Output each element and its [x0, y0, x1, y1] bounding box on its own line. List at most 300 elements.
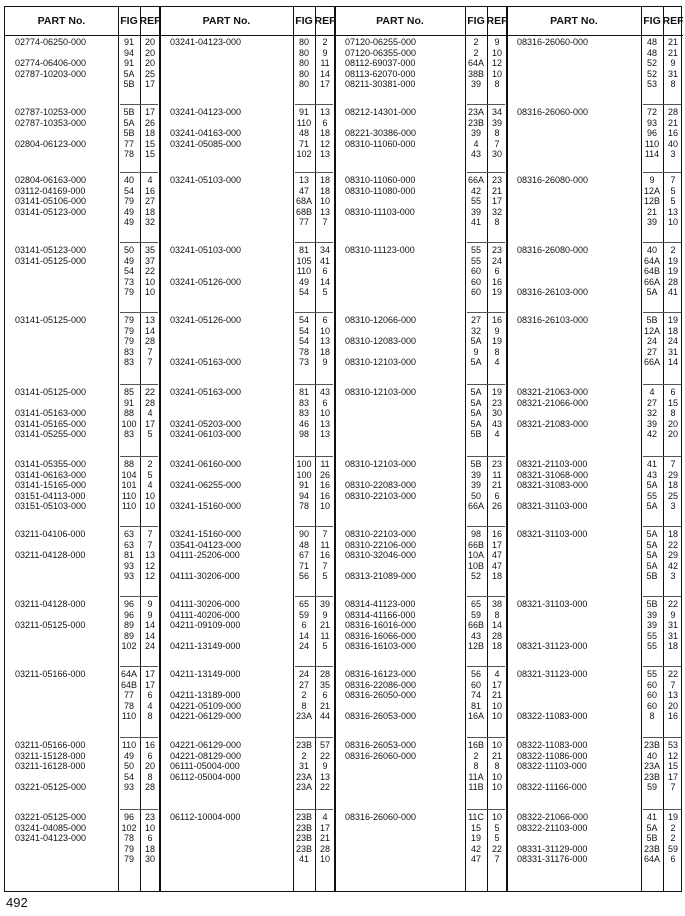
ref-value: 21 [491, 185, 502, 196]
ref-value: 21 [491, 750, 502, 761]
ref-value: 10 [144, 490, 155, 501]
fig-value: 91 [298, 480, 309, 491]
fig-value: 10A [467, 550, 484, 561]
part-number: 03141-05123-000 [15, 245, 87, 255]
ref-value: 20 [144, 37, 155, 47]
part-number: 03141-05355-000 [15, 459, 87, 469]
fig-value: 42 [470, 185, 481, 196]
part-number: 04221-06129-000 [170, 711, 242, 722]
part-number: 04111-30206-000 [170, 599, 240, 609]
ref-value: 28 [144, 397, 155, 408]
ref-value: 6 [322, 266, 328, 277]
ref-value: 13 [144, 550, 155, 561]
fig-value: 55 [646, 490, 657, 501]
part-number: 08316-26080-000 [517, 175, 589, 185]
part-number: 08321-31123-000 [517, 669, 588, 679]
ref-value: 19 [667, 812, 678, 822]
fig-value: 23A [643, 761, 660, 772]
group-separator [295, 312, 333, 313]
ref-value: 31 [667, 630, 678, 641]
fig-value: 98 [470, 529, 481, 539]
part-number: 07120-06355-000 [345, 47, 417, 58]
ref-value: 22 [319, 782, 330, 793]
part-number: 04221-08129-000 [170, 750, 242, 761]
ref-value: 24 [667, 336, 678, 347]
fig-value: 21 [646, 206, 657, 217]
fig-value: 81 [470, 700, 481, 711]
fig-value: 59 [470, 609, 481, 620]
fig-value: 71 [298, 560, 309, 571]
ref-value: 18 [319, 346, 330, 357]
ref-value: 10 [319, 854, 330, 865]
fig-value: 66A [467, 501, 484, 512]
ref-value: 13 [667, 206, 678, 217]
ref-value: 38 [491, 599, 502, 609]
group-separator [120, 384, 158, 385]
part-number: 03141-06163-000 [15, 469, 87, 480]
part-number: 08310-11060-000 [345, 175, 416, 185]
ref-value: 17 [491, 679, 502, 690]
fig-value: 93 [123, 782, 134, 793]
ref-value: 4 [494, 429, 500, 440]
ref-value: 14 [144, 620, 155, 631]
fig-value: 64A [467, 58, 484, 69]
group-separator [295, 596, 333, 597]
header-ref: REF [487, 7, 507, 36]
fig-value: 48 [646, 47, 657, 58]
fig-value: 77 [298, 217, 309, 228]
part-number: 08310-12066-000 [345, 315, 417, 325]
ref-value: 31 [667, 68, 678, 79]
ref-value: 6 [494, 266, 500, 277]
part-number: 08331-31129-000 [517, 843, 588, 854]
fig-value: 15 [470, 822, 481, 833]
fig-value: 5A [646, 480, 658, 491]
part-number: 08322-21103-000 [517, 822, 588, 833]
group-separator [295, 737, 333, 738]
fig-value: 27 [298, 679, 309, 690]
part-number: 03211-16128-000 [15, 761, 86, 772]
fig-value: 5A [646, 287, 658, 298]
ref-value: 12 [144, 560, 155, 571]
ref-value: 15 [144, 149, 155, 160]
ref-value: 6 [494, 490, 500, 501]
fig-value: 79 [123, 336, 134, 347]
fig-value: 5A [470, 418, 482, 429]
fig-value: 96 [646, 128, 657, 139]
ref-value: 19 [491, 336, 502, 347]
part-number: 03541-04123-000 [170, 539, 242, 550]
ref-value: 28 [319, 843, 330, 854]
fig-value: 16B [467, 740, 484, 750]
ref-value: 16 [667, 711, 678, 722]
part-number: 08316-26103-000 [517, 315, 589, 325]
part-number: 08212-14301-000 [345, 107, 417, 117]
ref-value: 18 [319, 185, 330, 196]
group-separator [295, 104, 333, 105]
ref-value: 5 [670, 196, 676, 207]
ref-value: 7 [670, 459, 676, 469]
fig-value: 5A [470, 336, 482, 347]
fig-value: 64B [120, 679, 137, 690]
fig-value: 83 [298, 408, 309, 419]
ref-value: 10 [144, 287, 155, 298]
ref-value: 18 [319, 175, 330, 185]
fig-value: 40 [646, 245, 657, 255]
fig-value: 79 [123, 315, 134, 325]
fig-value: 68A [295, 196, 312, 207]
ref-value: 11 [320, 539, 330, 550]
ref-value: 22 [667, 599, 678, 609]
ref-value: 2 [670, 833, 676, 844]
ref-value: 10 [319, 196, 330, 207]
part-number: 08322-11083-000 [517, 740, 588, 750]
part-number: 08316-26053-000 [345, 740, 417, 750]
fig-value: 5B [646, 833, 658, 844]
part-number: 08321-31103-000 [517, 599, 588, 609]
ref-value: 2 [322, 37, 328, 47]
ref-value: 18 [667, 480, 678, 491]
fig-value: 79 [123, 196, 134, 207]
part-number: 03241-05126-000 [170, 315, 242, 325]
fig-value: 8 [473, 761, 479, 772]
fig-value: 73 [298, 357, 309, 368]
ref-value: 14 [144, 325, 155, 336]
part-number: 04111-30206-000 [170, 571, 240, 582]
fig-value: 79 [123, 843, 134, 854]
ref-value: 7 [322, 529, 328, 539]
ref-value: 4 [322, 812, 328, 822]
fig-value: 43 [646, 469, 657, 480]
fig-value: 23B [643, 771, 660, 782]
ref-value: 21 [667, 117, 678, 128]
ref-value: 13 [319, 771, 330, 782]
group-separator [467, 737, 505, 738]
fig-value: 80 [298, 47, 309, 58]
ref-value: 28 [667, 276, 678, 287]
part-number: 03241-15160-000 [170, 501, 242, 512]
ref-value: 4 [494, 357, 500, 368]
part-number: 08310-11080-000 [345, 185, 416, 196]
group-separator [295, 242, 333, 243]
fig-value: 2 [473, 37, 479, 47]
fig-value: 39 [470, 469, 481, 480]
header-ref: REF [140, 7, 160, 36]
part-number: 03211-05125-000 [15, 620, 86, 631]
part-number: 06112-10004-000 [170, 812, 241, 822]
fig-value: 56 [298, 571, 309, 582]
part-number: 02787-10203-000 [15, 68, 87, 79]
fig-value: 12A [643, 185, 660, 196]
part-number: 03141-05125-000 [15, 255, 87, 266]
fig-value: 53 [646, 79, 657, 90]
fig-value: 2 [301, 690, 307, 701]
group-separator [120, 172, 158, 173]
fig-value: 102 [296, 149, 312, 160]
ref-value: 4 [147, 480, 153, 491]
ref-value: 9 [670, 609, 676, 620]
part-number: 03241-04085-000 [15, 822, 87, 833]
part-number: 03241-05103-000 [170, 175, 242, 185]
part-number: 08316-16123-000 [345, 669, 417, 679]
fig-value: 8 [301, 700, 307, 711]
ref-value: 18 [144, 843, 155, 854]
ref-value: 25 [144, 68, 155, 79]
ref-value: 5 [322, 287, 328, 298]
part-number: 08310-12103-000 [345, 387, 417, 397]
fig-value: 81 [298, 245, 309, 255]
fig-value: 19 [470, 833, 481, 844]
fig-value: 39 [470, 128, 481, 139]
group-separator [643, 737, 681, 738]
ref-value: 8 [670, 79, 676, 90]
ref-value: 17 [491, 196, 502, 207]
ref-value: 10 [491, 47, 502, 58]
ref-value: 17 [667, 771, 678, 782]
ref-value: 15 [667, 397, 678, 408]
ref-value: 10 [491, 740, 502, 750]
part-number: 03151-05103-000 [15, 501, 87, 512]
fig-value: 91 [123, 37, 134, 47]
part-number: 03211-05166-000 [15, 740, 86, 750]
part-number: 08310-22083-000 [345, 480, 417, 491]
ref-value: 11 [320, 58, 330, 69]
group-separator [467, 809, 505, 810]
part-number: 08322-11103-000 [517, 761, 587, 772]
ref-value: 35 [144, 245, 155, 255]
ref-value: 6 [147, 690, 153, 701]
fig-value: 14 [298, 630, 309, 641]
fig-value: 5B [470, 459, 482, 469]
part-number: 03141-15165-000 [15, 480, 87, 491]
fig-value: 54 [298, 287, 309, 298]
parts-index-table [4, 6, 682, 892]
fig-value: 78 [123, 700, 134, 711]
fig-value: 49 [123, 217, 134, 228]
ref-value: 7 [494, 138, 500, 149]
fig-value: 5A [470, 408, 482, 419]
ref-value: 20 [144, 761, 155, 772]
fig-value: 41 [298, 854, 309, 865]
fig-value: 27 [470, 315, 481, 325]
ref-value: 4 [147, 175, 153, 185]
part-number: 08316-26060-000 [517, 37, 589, 47]
part-number: 04211-13149-000 [170, 641, 241, 652]
fig-value: 40 [646, 750, 657, 761]
fig-value: 60 [470, 266, 481, 277]
ref-value: 16 [319, 490, 330, 501]
header-part-no: PART No. [160, 7, 293, 36]
group-separator [467, 666, 505, 667]
group-separator [643, 809, 681, 810]
group-separator [295, 384, 333, 385]
fig-value: 5B [470, 429, 482, 440]
part-number: 08316-26103-000 [517, 287, 589, 298]
ref-value: 5 [494, 822, 500, 833]
ref-value: 17 [491, 539, 502, 550]
fig-value: 55 [646, 630, 657, 641]
ref-value: 30 [491, 149, 502, 160]
fig-value: 73 [123, 276, 134, 287]
ref-value: 6 [322, 690, 328, 701]
ref-value: 10 [491, 771, 502, 782]
fig-value: 60 [470, 276, 481, 287]
header-fig: FIG [641, 7, 663, 36]
fig-value: 60 [646, 679, 657, 690]
part-number: 03241-05163-000 [170, 357, 242, 368]
ref-value: 10 [319, 408, 330, 419]
fig-value: 5A [470, 387, 482, 397]
ref-value: 10 [491, 711, 502, 722]
part-number: 08221-30386-000 [345, 128, 417, 139]
ref-value: 14 [491, 620, 502, 631]
fig-value: 48 [298, 128, 309, 139]
ref-value: 13 [319, 336, 330, 347]
ref-value: 23 [491, 175, 502, 185]
fig-value: 27 [646, 397, 657, 408]
ref-value: 47 [491, 550, 502, 561]
ref-value: 8 [494, 761, 500, 772]
ref-value: 8 [494, 346, 500, 357]
ref-value: 8 [670, 408, 676, 419]
ref-value: 39 [491, 117, 502, 128]
group-separator [295, 456, 333, 457]
fig-value: 91 [123, 397, 134, 408]
fig-value: 66B [467, 620, 484, 631]
ref-value: 13 [144, 315, 155, 325]
fig-value: 5A [646, 501, 658, 512]
ref-value: 26 [144, 117, 155, 128]
group-separator [467, 104, 505, 105]
fig-value: 78 [298, 346, 309, 357]
ref-value: 21 [319, 700, 330, 711]
ref-value: 4 [494, 669, 500, 679]
fig-value: 79 [123, 325, 134, 336]
ref-value: 6 [322, 397, 328, 408]
ref-value: 21 [319, 620, 330, 631]
ref-value: 20 [667, 429, 678, 440]
ref-value: 6 [322, 315, 328, 325]
fig-value: 100 [296, 469, 312, 480]
ref-value: 3 [670, 149, 676, 160]
part-number: 03211-04128-000 [15, 599, 86, 609]
fig-value: 110 [121, 711, 137, 722]
header-fig: FIG [118, 7, 140, 36]
ref-value: 32 [144, 217, 155, 228]
fig-value: 41 [470, 217, 481, 228]
ref-value: 18 [144, 128, 155, 139]
fig-value: 66B [467, 539, 484, 550]
ref-value: 32 [491, 206, 502, 217]
ref-value: 22 [144, 266, 155, 277]
ref-value: 19 [667, 315, 678, 325]
ref-value: 9 [670, 58, 676, 69]
fig-value: 10B [467, 560, 484, 571]
group-separator [467, 456, 505, 457]
fig-value: 110 [121, 490, 137, 501]
ref-value: 6 [147, 833, 153, 844]
part-number: 03241-05085-000 [170, 138, 242, 149]
ref-value: 11 [320, 459, 330, 469]
fig-value: 71 [298, 138, 309, 149]
part-number: 08313-21089-000 [345, 571, 417, 582]
ref-value: 17 [144, 79, 155, 90]
part-number: 08314-41123-000 [345, 599, 416, 609]
group-separator [120, 242, 158, 243]
fig-value: 83 [298, 397, 309, 408]
ref-value: 13 [319, 149, 330, 160]
ref-value: 4 [147, 408, 153, 419]
part-number: 03241-05103-000 [170, 245, 242, 255]
fig-value: 5A [470, 357, 482, 368]
fig-value: 43 [470, 149, 481, 160]
ref-value: 16 [319, 480, 330, 491]
fig-value: 54 [298, 315, 309, 325]
ref-value: 25 [667, 490, 678, 501]
fig-value: 110 [644, 138, 660, 149]
fig-value: 39 [646, 217, 657, 228]
group-separator [120, 526, 158, 527]
ref-value: 28 [491, 630, 502, 641]
fig-value: 114 [644, 149, 660, 160]
fig-value: 24 [298, 669, 309, 679]
fig-value: 47 [470, 854, 481, 865]
part-number: 03112-04169-000 [15, 185, 86, 196]
part-number: 03241-04123-000 [170, 107, 242, 117]
group-separator [643, 172, 681, 173]
ref-value: 41 [667, 287, 678, 298]
ref-value: 11 [320, 630, 330, 641]
fig-value: 83 [123, 346, 134, 357]
part-number: 03241-05126-000 [170, 276, 242, 287]
part-number: 08310-11123-000 [345, 245, 415, 255]
part-number: 02774-06406-000 [15, 58, 87, 69]
part-number: 03241-06103-000 [170, 429, 242, 440]
group-separator [467, 312, 505, 313]
header-fig: FIG [293, 7, 315, 36]
part-number: 08314-41166-000 [345, 609, 416, 620]
ref-value: 7 [147, 529, 153, 539]
part-number: 08321-31123-000 [517, 641, 588, 652]
ref-value: 2 [147, 459, 153, 469]
fig-value: 4 [473, 138, 479, 149]
ref-value: 22 [667, 539, 678, 550]
part-number: 02787-10253-000 [15, 107, 87, 117]
fig-value: 110 [121, 501, 137, 512]
ref-value: 14 [319, 68, 330, 79]
fig-value: 66A [643, 357, 660, 368]
fig-value: 5A [646, 539, 658, 550]
fig-value: 2 [301, 750, 307, 761]
fig-value: 5B [646, 571, 658, 582]
fig-value: 102 [121, 822, 137, 833]
part-number: 08322-11086-000 [517, 750, 588, 761]
ref-value: 21 [491, 480, 502, 491]
part-number: 08113-62070-000 [345, 68, 416, 79]
group-separator [467, 596, 505, 597]
ref-value: 7 [147, 346, 153, 357]
fig-value: 23A [295, 782, 312, 793]
fig-value: 102 [121, 641, 137, 652]
fig-value: 105 [296, 255, 312, 266]
ref-value: 9 [322, 609, 328, 620]
header-part-no: PART No. [5, 7, 118, 36]
ref-value: 7 [322, 560, 328, 571]
ref-value: 18 [491, 641, 502, 652]
ref-value: 10 [144, 276, 155, 287]
part-number: 08321-21066-000 [517, 397, 589, 408]
fig-value: 5B [123, 107, 135, 117]
